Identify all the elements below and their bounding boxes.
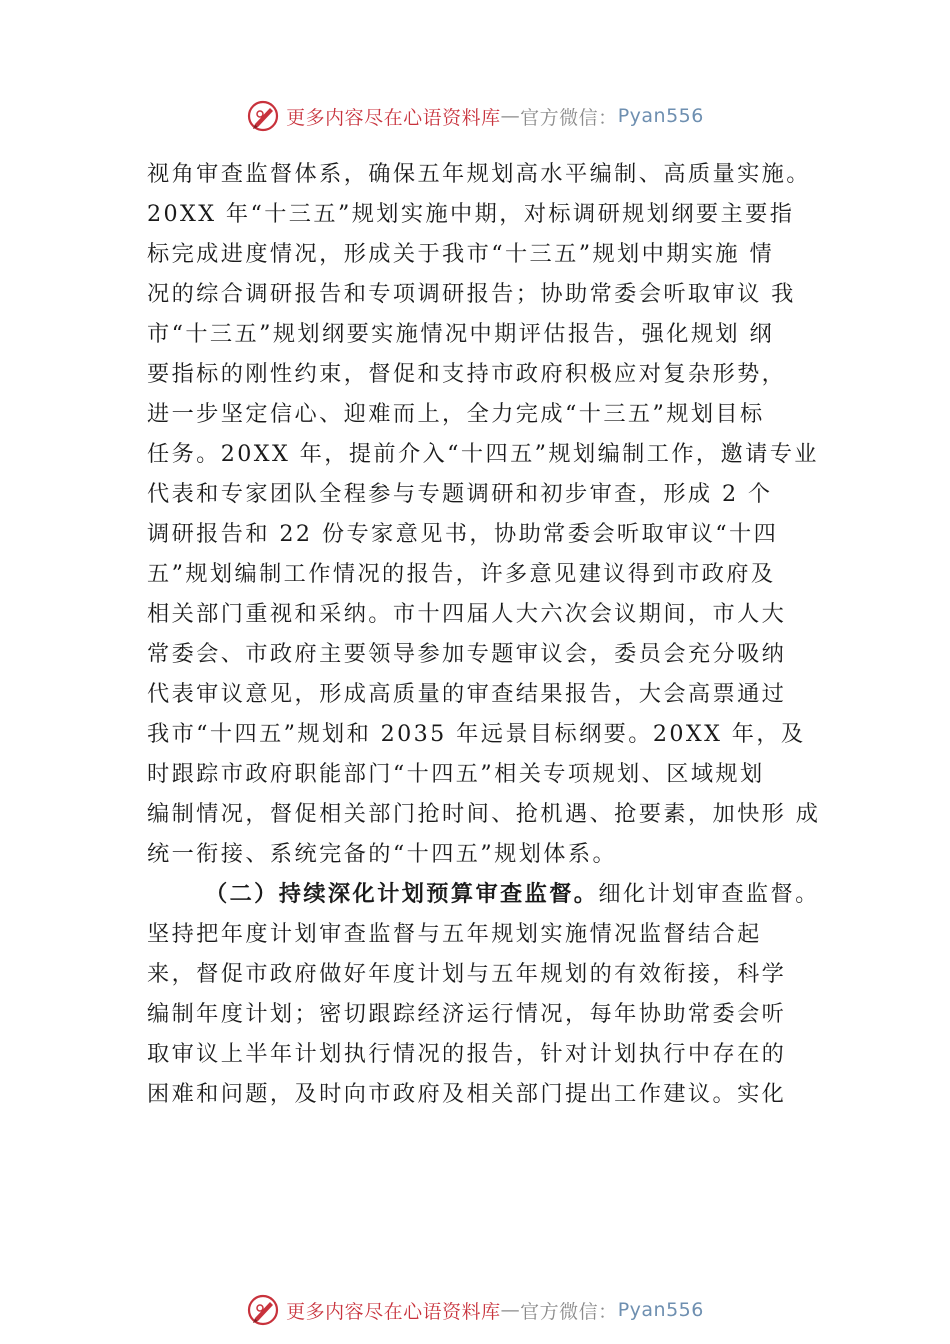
body-line: 调研报告和 22 份专家意见书，协助常委会听取审议“十四 <box>147 521 779 547</box>
pen-seal-icon <box>246 1293 280 1327</box>
footer-brand: 更多内容尽在心语资料库 <box>286 1300 501 1323</box>
document-body <box>147 154 847 1114</box>
header-label: 官方微信： <box>520 106 618 129</box>
body-line: 进一步坚定信心、迎难而上，全力完成“十三五”规划目标 <box>147 401 765 427</box>
body-line: 代表审议意见，形成高质量的审查结果报告，大会高票通过 <box>147 681 787 707</box>
pen-seal-icon <box>246 99 280 133</box>
body-line: 五”规划编制工作情况的报告，许多意见建议得到市政府及 <box>147 561 776 587</box>
section-heading: （二）持续深化计划预算审查监督。 <box>205 881 599 907</box>
section-heading-line <box>147 874 847 914</box>
body-line: 标完成进度情况，形成关于我市“十三五”规划中期实施 情 <box>147 241 775 267</box>
header-wechat-id: Pyan556 <box>617 105 704 127</box>
body-line: 编制年度计划；密切跟踪经济运行情况，每年协助常委会听 <box>147 1001 787 1027</box>
body-line: 代表和专家团队全程参与专题调研和初步审查，形成 2 个 <box>147 481 773 507</box>
body-line: 20XX 年“十三五”规划实施中期，对标调研规划纲要主要指 <box>147 201 795 227</box>
body-line: 要指标的刚性约束，督促和支持市政府积极应对复杂形势， <box>147 361 787 387</box>
header-banner <box>0 96 950 136</box>
body-line: 坚持把年度计划审查监督与五年规划实施情况监督结合起 <box>147 921 762 947</box>
body-line: 取审议上半年计划执行情况的报告，针对计划执行中存在的 <box>147 1041 787 1067</box>
body-line: 常委会、市政府主要领导参加专题审议会，委员会充分吸纳 <box>147 641 787 667</box>
body-line: 任务。20XX 年，提前介入“十四五”规划编制工作，邀请专业 <box>147 441 819 467</box>
footer-label: 官方微信： <box>520 1300 618 1323</box>
body-line: 市“十三五”规划纲要实施情况中期评估报告，强化规划 纲 <box>147 321 775 347</box>
body-line: 视角审查监督体系，确保五年规划高水平编制、高质量实施。 <box>147 161 811 187</box>
body-line: 相关部门重视和采纳。市十四届人大六次会议期间，市人大 <box>147 601 787 627</box>
body-line: 编制情况，督促相关部门抢时间、抢机遇、抢要素，加快形 成 <box>147 801 821 827</box>
section-heading-rest: 细化计划审查监督。 <box>598 881 820 907</box>
body-line: 我市“十四五”规划和 2035 年远景目标纲要。20XX 年，及 <box>147 721 806 747</box>
footer-banner <box>0 1290 950 1330</box>
body-line: 况的综合调研报告和专项调研报告；协助常委会听取审议 我 <box>147 281 796 307</box>
footer-wechat-id: Pyan556 <box>617 1299 704 1321</box>
footer-dash: — <box>500 1299 521 1321</box>
body-line: 来，督促市政府做好年度计划与五年规划的有效衔接，科学 <box>147 961 787 987</box>
header-brand: 更多内容尽在心语资料库 <box>286 106 501 129</box>
header-dash: — <box>500 105 521 127</box>
body-line: 时跟踪市政府职能部门“十四五”相关专项规划、区域规划 <box>147 761 765 787</box>
body-line: 困难和问题，及时向市政府及相关部门提出工作建议。实化 <box>147 1081 787 1107</box>
body-line: 统一衔接、系统完备的“十四五”规划体系。 <box>147 841 618 867</box>
